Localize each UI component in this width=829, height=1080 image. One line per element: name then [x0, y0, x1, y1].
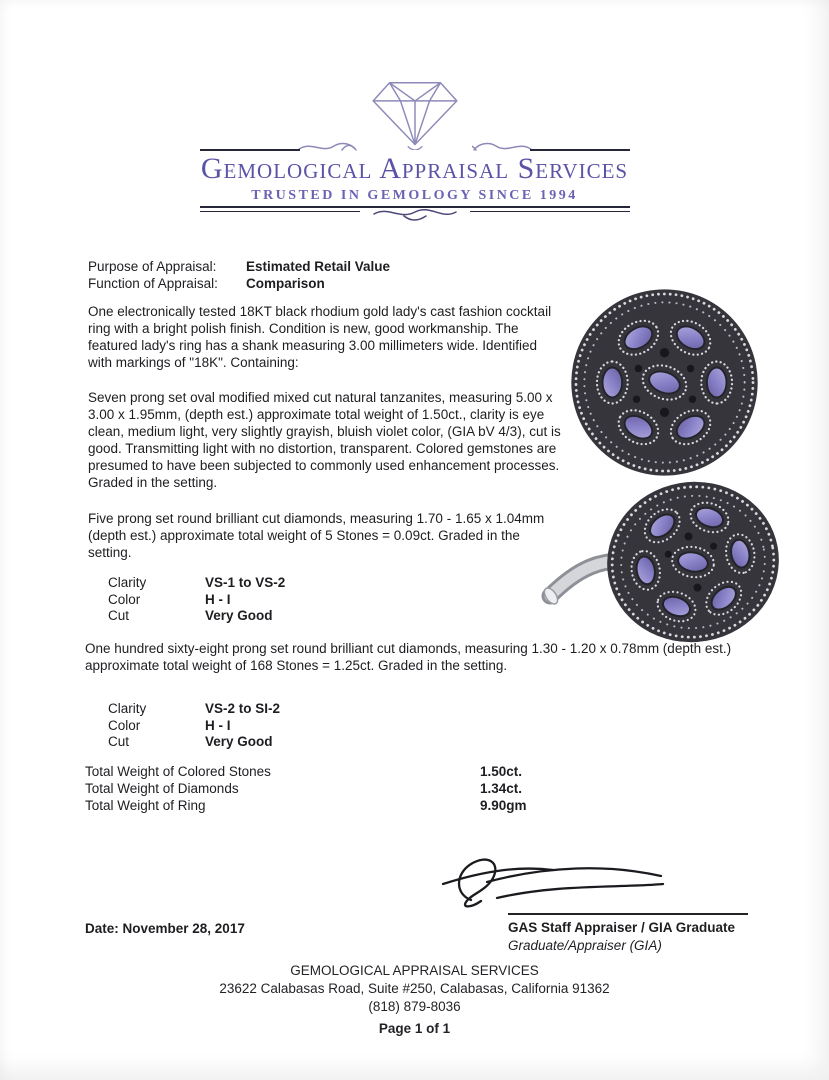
signature-rule	[508, 913, 748, 915]
table-row	[108, 734, 280, 751]
table-row	[85, 780, 527, 797]
org-title: Gemological Appraisal Services	[200, 152, 629, 185]
purpose-value: Estimated Retail Value	[246, 259, 391, 274]
ring-top-view-photo	[562, 280, 767, 485]
date-line: Date: November 28, 2017	[85, 921, 245, 936]
function-label: Function of Appraisal:	[88, 276, 218, 291]
five-diamonds-paragraph: Five prong set round brilliant cut diamonds, measuring 1.70 - 1.65 x 1.04mm (depth est.) approximate total weight of 5 Stones = 0.09ct. Graded in the setting.	[88, 511, 545, 560]
color-label: Color	[108, 717, 141, 733]
table-row	[85, 797, 527, 814]
total-diamonds-label: Total Weight of Diamonds	[85, 781, 239, 796]
appraiser-subtitle: Graduate/Appraiser (GIA)	[508, 938, 662, 953]
cut-label: Cut	[108, 734, 130, 749]
grade-table-2	[108, 701, 280, 751]
clarity-value: VS-1 to VS-2	[205, 575, 286, 590]
color-label: Color	[108, 591, 141, 607]
page-number: Page 1 of 1	[378, 1021, 451, 1036]
cut-value: Very Good	[205, 608, 273, 623]
clarity-label: Clarity	[108, 575, 147, 590]
appraiser-title: GAS Staff Appraiser / GIA Graduate	[508, 920, 736, 935]
totals-table	[85, 763, 527, 814]
purpose-label: Purpose of Appraisal:	[88, 259, 217, 274]
color-value: H - I	[205, 591, 231, 607]
footer-address: 23622 Calabasas Road, Suite #250, Calabasas, California 91362	[219, 981, 610, 996]
clarity-label: Clarity	[108, 701, 147, 716]
many-diamonds-paragraph: One hundred sixty-eight prong set round brilliant cut diamonds, measuring 1.30 - 1.20 x 0.78mm (depth est.) approximate total weight of 168 Stones = 1.25ct. Graded in the setting.	[85, 641, 732, 673]
diamond-logo-icon	[360, 70, 470, 150]
table-row	[108, 701, 280, 718]
grade-table-1	[108, 575, 285, 625]
total-colored-value: 1.50ct.	[480, 764, 523, 779]
header-rule-right	[530, 149, 630, 151]
center-ornament-icon	[370, 204, 460, 224]
ring-side-view-photo	[538, 470, 783, 655]
appraisal-fields	[88, 258, 558, 292]
table-row	[85, 763, 527, 780]
color-value: H - I	[205, 717, 231, 733]
table-row	[108, 718, 280, 735]
header-rule-bottom-left	[200, 211, 360, 212]
header-rule-left	[200, 149, 300, 151]
footer-phone: (818) 879-8036	[368, 999, 461, 1014]
description-paragraph: One electronically tested 18KT black rhodium gold lady's cast fashion cocktail ring with a bright polish finish. Condition is new, good workmanship. The featured lady's ring has a shank measuring 3.00 millimeters wide. Identified with markings of "18K". Containing:	[88, 304, 552, 370]
cut-value: Very Good	[205, 734, 273, 749]
total-ring-label: Total Weight of Ring	[85, 798, 206, 813]
header-rule-bottom-right	[470, 211, 630, 212]
function-value: Comparison	[246, 276, 325, 291]
table-row	[108, 608, 285, 625]
tanzanite-paragraph: Seven prong set oval modified mixed cut natural tanzanites, measuring 5.00 x 3.00 x 1.95mm, (depth est.) approximate total weight of 1.50ct., clarity is eye clean, medium light, very slightly grayish, bluish violet color, (GIA bV 4/3), cut is good. Transmitting light with no distortion, transparent. Colored gemstones are presumed to have been subjected to commonly used enhancement processes. Graded in the setting.	[88, 390, 561, 490]
footer-org: GEMOLOGICAL APPRAISAL SERVICES	[290, 963, 539, 978]
table-row	[108, 575, 285, 592]
signature-icon	[435, 840, 670, 920]
org-tagline: TRUSTED IN GEMOLOGY SINCE 1994	[251, 188, 578, 203]
total-ring-value: 9.90gm	[480, 798, 527, 813]
cut-label: Cut	[108, 608, 130, 623]
table-row	[108, 592, 285, 609]
total-diamonds-value: 1.34ct.	[480, 781, 523, 796]
total-colored-label: Total Weight of Colored Stones	[85, 764, 271, 779]
clarity-value: VS-2 to SI-2	[205, 701, 281, 716]
